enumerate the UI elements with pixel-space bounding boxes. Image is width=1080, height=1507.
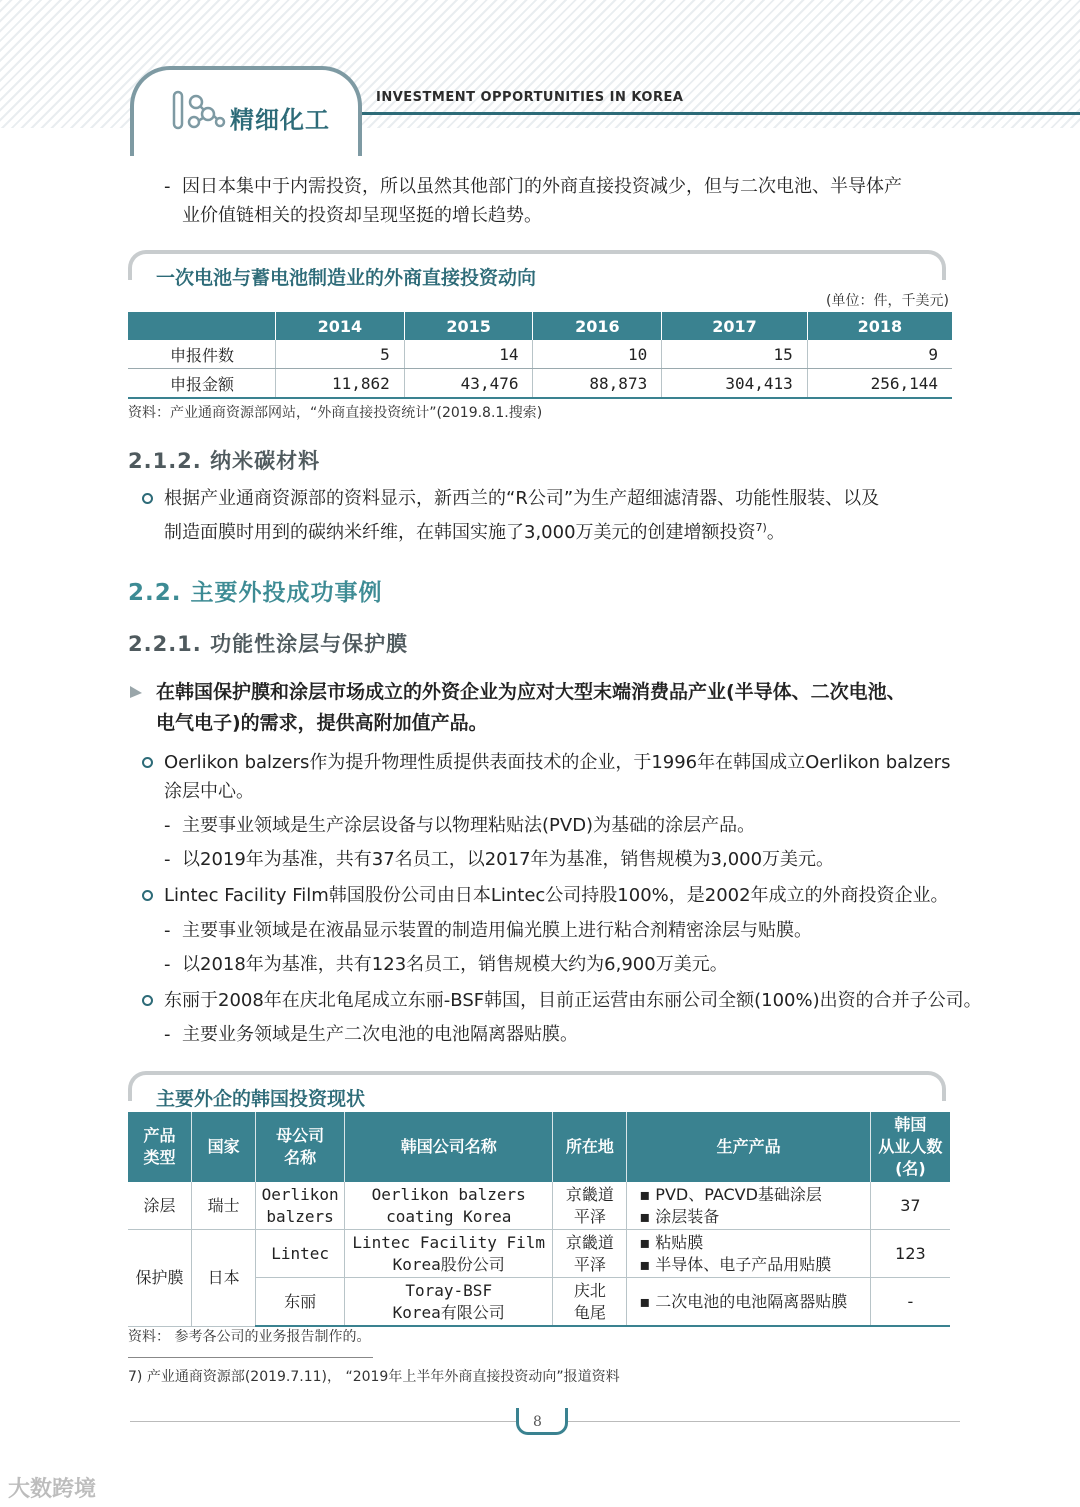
cell-employees: 123	[870, 1230, 950, 1278]
table1-source: 资料：产业通商资源部网站，“外商直接投资统计”(2019.8.1.搜索)	[128, 405, 543, 421]
cell-products: ▪ 二次电池的电池隔离器贴膜	[627, 1278, 871, 1327]
header-parent: 母公司 名称	[256, 1112, 345, 1182]
page-number: 8	[533, 1414, 542, 1430]
cell: 304,413	[662, 369, 808, 399]
lintec-line-1: Lintec Facility Film韩国股份公司由日本Lintec公司持股100%，是2002年成立的外商投资企业。	[164, 885, 949, 906]
header-rule	[362, 112, 1080, 115]
circle-bullet-icon	[142, 890, 153, 901]
oerlikon-detail-2: - 以2019年为基准，共有37名员工，以2017年为基准，销售规模为3,000万美元。	[182, 845, 834, 875]
table-row	[128, 1230, 950, 1278]
header-employees: 韩国 从业人数 (名)	[870, 1112, 950, 1182]
table1-corner	[128, 312, 276, 340]
table1-unit: (单位：件，千美元)	[826, 293, 949, 309]
cell-korea-name: Lintec Facility Film Korea股份公司	[345, 1230, 553, 1278]
heading-2-1-2: 2.1.2. 纳米碳材料	[128, 449, 321, 473]
cell: 11,862	[276, 369, 405, 399]
table-row	[128, 1182, 950, 1230]
year-header: 2015	[404, 312, 533, 340]
table2-title: 主要外企的韩国投资现状	[156, 1088, 366, 1110]
cell-products: ▪ PVD、PACVD基础涂层 ▪ 涂层装备	[627, 1182, 871, 1230]
sec212-line-2-end: 。	[766, 522, 785, 543]
cell-employees: -	[870, 1278, 950, 1327]
toray-line-1: 东丽于2008年在庆北龟尾成立东丽-BSF韩国，目前正运营由东丽公司全额(100%)出资的合并子公司。	[164, 990, 982, 1011]
cell: 14	[404, 340, 533, 369]
header-products: 生产产品	[627, 1112, 871, 1182]
circle-bullet-icon	[142, 995, 153, 1006]
cell-location: 庆北 龟尾	[553, 1278, 627, 1327]
cell: 43,476	[404, 369, 533, 399]
year-header: 2016	[533, 312, 662, 340]
cell-employees: 37	[870, 1182, 950, 1230]
fdi-battery-table	[128, 312, 952, 399]
oerlikon-line-1: Oerlikon balzers作为提升物理性质提供表面技术的企业，于1996年在韩国成立Oerlikon balzers	[164, 752, 951, 773]
cell: 9	[807, 340, 952, 369]
triangle-bullet-icon	[128, 684, 144, 700]
cell-location: 京畿道 平泽	[553, 1230, 627, 1278]
chemistry-flask-icon	[168, 88, 226, 134]
intro-line-2: 业价值链相关的投资却呈现坚挺的增长趋势。	[182, 205, 542, 226]
year-header: 2017	[662, 312, 808, 340]
foreign-companies-table	[128, 1112, 950, 1327]
table1-header-row	[128, 312, 952, 340]
table-row	[128, 340, 952, 369]
header-subtitle: INVESTMENT OPPORTUNITIES IN KOREA	[376, 90, 684, 105]
sec212-line-1: 根据产业通商资源部的资料显示，新西兰的“R公司”为生产超细滤清器、功能性服装、以及	[164, 488, 880, 509]
page-number-box	[516, 1408, 568, 1435]
cell-korea-name: Oerlikon balzers coating Korea	[345, 1182, 553, 1230]
cell: 88,873	[533, 369, 662, 399]
table2-source: 资料： 参考各公司的业务报告制作的。	[128, 1329, 371, 1345]
cell-parent: Oerlikon balzers	[256, 1182, 345, 1230]
cell: 10	[533, 340, 662, 369]
footnote-ref: 7)	[755, 521, 767, 534]
header-location: 所在地	[553, 1112, 627, 1182]
footnote-divider	[128, 1357, 373, 1358]
sec212-line-2-text: 制造面膜时用到的碳纳米纤维，在韩国实施了3,000万美元的创建增额投资	[164, 522, 756, 543]
year-header: 2018	[807, 312, 952, 340]
table-row	[128, 369, 952, 399]
header-type: 产品 类型	[128, 1112, 192, 1182]
cell: 256,144	[807, 369, 952, 399]
year-header: 2014	[276, 312, 405, 340]
intro-line-1: - 因日本集中于内需投资，所以虽然其他部门的外商直接投资减少，但与二次电池、半导体产	[182, 172, 902, 202]
lintec-detail-2: - 以2018年为基准，共有123名员工，销售规模大约为6,900万美元。	[182, 950, 728, 980]
toray-detail-1: - 主要业务领域是生产二次电池的电池隔离器贴膜。	[182, 1020, 578, 1050]
cell-country: 日本	[192, 1230, 256, 1327]
lintec-detail-1: - 主要事业领域是在液晶显示装置的制造用偏光膜上进行粘合剂精密涂层与贴膜。	[182, 916, 812, 946]
lead-line-1: 在韩国保护膜和涂层市场成立的外资企业为应对大型末端消费品产业(半导体、二次电池、	[156, 681, 906, 703]
row-label: 申报金额	[128, 369, 276, 399]
cell-parent: 东丽	[256, 1278, 345, 1327]
table2-header-row	[128, 1112, 950, 1182]
table1-title: 一次电池与蓄电池制造业的外商直接投资动向	[156, 267, 537, 289]
footnote-7: 7) 产业通商资源部(2019.7.11)， “2019年上半年外商直接投资动向”报道资料	[128, 1369, 620, 1385]
header-korea-name: 韩国公司名称	[345, 1112, 553, 1182]
circle-bullet-icon	[142, 757, 153, 768]
header-country: 国家	[192, 1112, 256, 1182]
cell-parent: Lintec	[256, 1230, 345, 1278]
lead-line-2: 电气电子)的需求，提供高附加值产品。	[156, 712, 488, 734]
heading-2-2: 2.2. 主要外投成功事例	[128, 580, 383, 606]
cell: 5	[276, 340, 405, 369]
cell-type: 涂层	[128, 1182, 192, 1230]
cell-type: 保护膜	[128, 1230, 192, 1327]
row-label: 申报件数	[128, 340, 276, 369]
oerlikon-detail-1: - 主要事业领域是生产涂层设备与以物理粘贴法(PVD)为基础的涂层产品。	[182, 811, 755, 841]
cell-korea-name: Toray-BSF Korea有限公司	[345, 1278, 553, 1327]
oerlikon-line-2: 涂层中心。	[164, 781, 254, 802]
section-title: 精细化工	[230, 106, 330, 134]
circle-bullet-icon	[142, 493, 153, 504]
sec212-line-2	[164, 513, 785, 548]
watermark: 大数跨境	[8, 1477, 97, 1502]
cell-products: ▪ 粘贴膜 ▪ 半导体、电子产品用贴膜	[627, 1230, 871, 1278]
cell-country: 瑞士	[192, 1182, 256, 1230]
cell-location: 京畿道 平泽	[553, 1182, 627, 1230]
cell: 15	[662, 340, 808, 369]
heading-2-2-1: 2.2.1. 功能性涂层与保护膜	[128, 632, 409, 656]
